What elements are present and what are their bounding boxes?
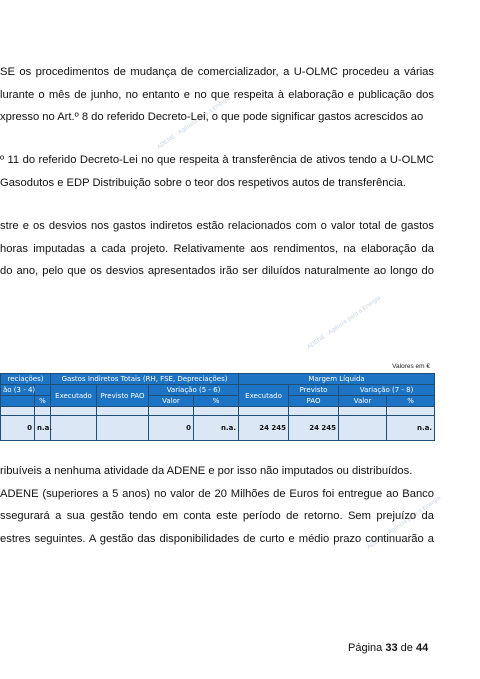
current-page: 33 <box>385 642 398 654</box>
text-line: stre e os desvios nos gastos indiretos estão relacionados com o valor total de gastos <box>0 220 434 232</box>
text-line: SE os procedimentos de mudança de comercializador, a U-OLMC procedeu a várias <box>0 66 434 78</box>
table-cell: 0 <box>1 416 35 441</box>
text-line: Gasodutos e EDP Distribuição sobre o teor dos respetivos autos de transferência. <box>0 176 406 189</box>
column-header: PAO <box>289 396 339 407</box>
watermark: ADENE · Agência para a Energia <box>156 95 233 151</box>
table-cell <box>339 416 387 441</box>
watermark: ADENE · Agência para a Energia <box>366 495 443 551</box>
text-line: do ano, pelo que os desvios apresentados irão ser diluídos naturalmente ao longo do <box>0 265 434 277</box>
table-cell <box>97 416 149 441</box>
table-cell: 24 245 <box>289 416 339 441</box>
column-header: Previsto PAO <box>97 385 149 407</box>
text-line: ADENE (superiores a 5 anos) no valor de 20 Milhões de Euros foi entregue ao Banco <box>0 487 434 500</box>
financial-table <box>0 373 435 441</box>
text-line: estres seguintes. A gestão das disponibilidades de curto e médio prazo continuarão a <box>0 532 434 545</box>
paragraph-3 <box>0 215 434 283</box>
table-cell <box>51 416 97 441</box>
column-header: Executado <box>51 385 97 407</box>
column-header <box>35 385 51 396</box>
table-cell: n.a. <box>387 416 435 441</box>
column-header: Variação (7 - 8) <box>339 385 435 396</box>
paragraph-2 <box>0 149 434 194</box>
table-row <box>1 416 435 441</box>
group-header: reciações) <box>1 374 51 385</box>
page-prefix: Página <box>348 642 383 654</box>
page-number <box>348 642 428 654</box>
column-header <box>1 396 35 407</box>
text-line: º 11 do referido Decreto-Lei no que respeita à transferência de ativos tendo a U-OLMC <box>0 154 434 166</box>
units-label: Valores em € <box>392 363 430 370</box>
column-header: % <box>387 396 435 407</box>
table-spacer-row <box>1 407 435 416</box>
column-header: Variação (5 - 6) <box>149 385 239 396</box>
text-line: xpresso no Art.º 8 do referido Decreto-Lei, o que pode significar gastos acrescidos ao <box>0 111 424 123</box>
total-pages: 44 <box>415 642 429 654</box>
text-line: ssegurará a sua gestão tendo em conta este período de retorno. Sem prejuízo da <box>0 510 434 522</box>
paragraph-1 <box>0 61 434 129</box>
page-separator: de <box>400 642 413 654</box>
group-header: Gastos Indiretos Totais (RH, FSE, Depreciações) <box>51 374 239 385</box>
column-header: % <box>194 396 239 407</box>
column-header: Executado <box>239 385 289 407</box>
column-header: Previsto <box>289 385 339 396</box>
column-header: ão (3 - 4) <box>1 385 35 396</box>
column-header: % <box>35 396 51 407</box>
text-line: horas imputadas a cada projeto. Relativamente aos rendimentos, na elaboração da <box>0 242 434 255</box>
group-header: Margem Líquida <box>239 374 435 385</box>
table-cell: n.a. <box>35 416 51 441</box>
table-cell: n.a. <box>194 416 239 441</box>
paragraph-4 <box>0 460 434 550</box>
text-line: lurante o mês de junho, no entanto e no que respeita à elaboração e publicação dos <box>0 88 434 101</box>
table-cell: 24 245 <box>239 416 289 441</box>
watermark: ADENE · Agência para a Energia <box>306 295 383 351</box>
text-line: ribuíveis a nenhuma atividade da ADENE e por isso não imputados ou distribuídos. <box>0 465 413 477</box>
column-header: Valor <box>149 396 194 407</box>
table-cell: 0 <box>149 416 194 441</box>
column-header: Valor <box>339 396 387 407</box>
